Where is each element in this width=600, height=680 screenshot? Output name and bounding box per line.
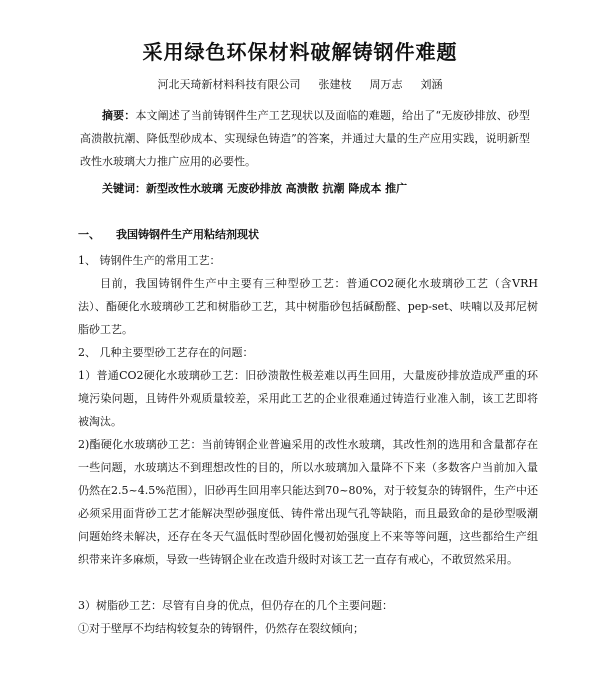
section-heading xyxy=(78,226,259,242)
page-title: 采用绿色环保材料破解铸钢件难题 xyxy=(142,40,458,64)
subheading-1: 1、 铸钢件生产的常用工艺： xyxy=(78,254,221,267)
author-name: 周万志 xyxy=(369,78,403,91)
abstract-label: 摘要： xyxy=(102,109,136,122)
author-name: 张建枝 xyxy=(318,78,352,91)
subheading-2: 2、 几种主要型砂工艺存在的问题： xyxy=(78,346,254,359)
author-company: 河北天琦新材料科技有限公司 xyxy=(157,78,301,91)
keywords-text: 新型改性水玻璃 无废砂排放 高溃散 抗潮 降成本 推广 xyxy=(146,182,408,195)
paragraph-resin-issue-1: ①对于壁厚不均结构较复杂的铸钢件，仍然存在裂纹倾向； xyxy=(78,622,364,635)
abstract-text: 本文阐述了当前铸钢件生产工艺现状以及面临的难题，给出了“无废砂排放、砂型高溃散抗潮、降低型砂成本、实现绿色铸造”的答案，并通过大量的生产应用实践，说明新型改性水玻璃大力推广应用的必要性。 xyxy=(80,109,531,168)
author-name: 刘涵 xyxy=(420,78,443,91)
paragraph-resin-process: 3）树脂砂工艺：尽管有自身的优点，但仍存在的几个主要问题： xyxy=(78,599,393,612)
abstract xyxy=(80,104,530,173)
section-number: 一、 xyxy=(78,228,100,241)
keywords-label: 关键词： xyxy=(102,182,146,195)
paragraph-ester-process: 2)酯硬化水玻璃砂工艺：当前铸钢企业普遍采用的改性水玻璃，其改性剂的选用和含量都存在一些问题，水玻璃达不到理想改性的目的，所以水玻璃加入量降不下来（多数客户当前加入量仍然在2.5~4.5%范围），旧砂再生回用率只能达到70~80%，对于较复杂的铸钢件，生产中还必须采用面背砂工艺才能解决型砂强度低、铸件常出现气孔等缺陷，而且最致命的是砂型吸潮问题始终未解决，还存在冬天气温低时型砂固化慢初始强度上不来等等问题，这些都给生产组织带来许多麻烦，导致一些铸钢企业在改造升级时对该工艺一直存有戒心，不敢贸然采用。 xyxy=(78,438,538,566)
paragraph-co2-process: 1）普通CO2硬化水玻璃砂工艺：旧砂溃散性极差难以再生回用，大量废砂排放造成严重的环境污染问题，且铸件外观质量较差，采用此工艺的企业很难通过铸造行业准入制，该工艺即将被淘汰。 xyxy=(78,369,538,428)
keywords xyxy=(102,180,407,196)
author-line xyxy=(0,76,600,92)
section-title: 我国铸钢件生产用粘结剂现状 xyxy=(116,228,259,241)
paragraph-processes: 目前，我国铸钢件生产中主要有三种型砂工艺：普通CO2硬化水玻璃砂工艺（含VRH法）、酯硬化水玻璃砂工艺和树脂砂工艺，其中树脂砂包括碱酚醛、pep-set、呋喃以及邦尼树脂砂工艺。 xyxy=(78,277,538,336)
